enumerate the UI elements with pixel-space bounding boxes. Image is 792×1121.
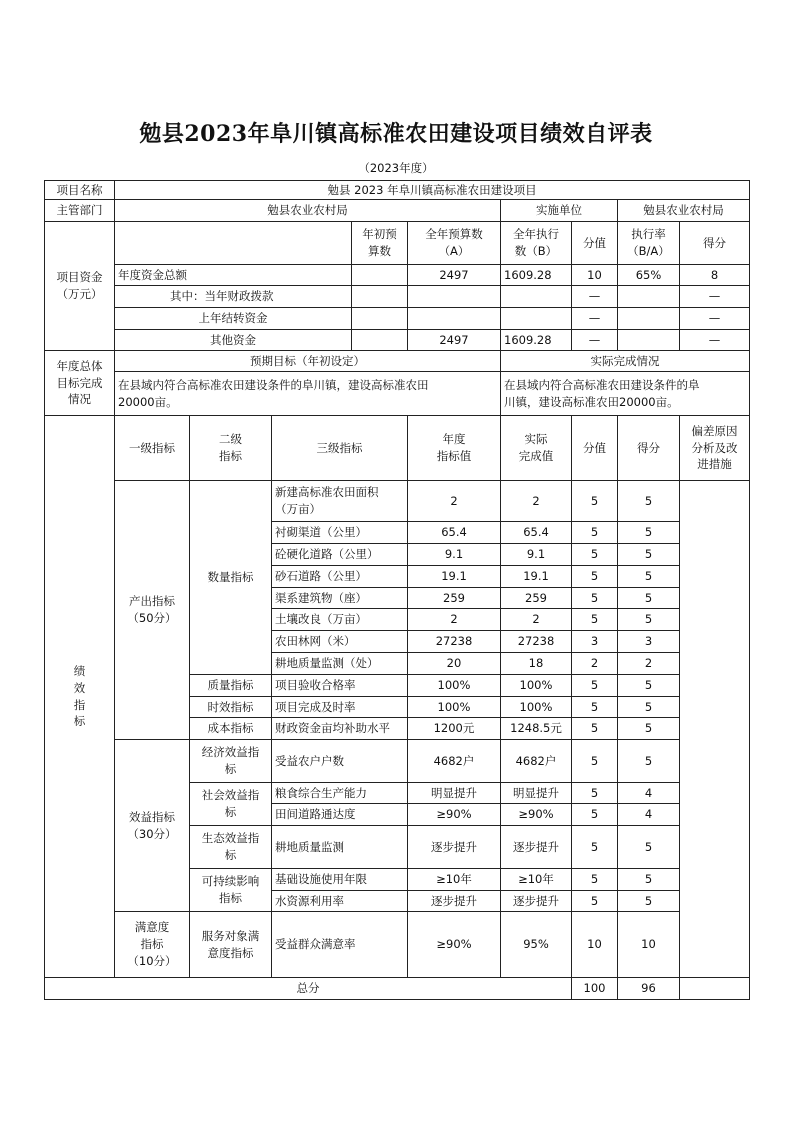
indicator-target: 1200元 bbox=[408, 718, 501, 740]
satisfaction-label-3: （10分） bbox=[127, 953, 177, 968]
output-name: 产出指标 bbox=[129, 594, 175, 609]
indicator-target: 逐步提升 bbox=[408, 826, 501, 869]
perf-header-dev-2: 分析及改 bbox=[691, 440, 738, 455]
goals-expected-line2: 20000亩。 bbox=[118, 394, 178, 409]
funds-header-initial-1: 年初预 bbox=[362, 227, 397, 242]
social-label-1: 社会效益指 bbox=[201, 788, 260, 803]
output-label bbox=[115, 481, 190, 740]
funds-header-rate bbox=[618, 222, 680, 265]
quality-label: 质量指标 bbox=[190, 675, 272, 697]
indicator-name: 田间道路通达度 bbox=[272, 804, 408, 826]
perf-label-char: 指 bbox=[73, 697, 86, 712]
funds-header-exec-1: 全年执行 bbox=[513, 227, 559, 242]
indicator-target: 2 bbox=[408, 609, 501, 631]
perf-header-actual-1: 实际 bbox=[524, 432, 548, 447]
goals-actual-line1: 在县域内符合高标准农田建设条件的阜 bbox=[504, 377, 700, 392]
page-title: 勉县2023年阜川镇高标准农田建设项目绩效自评表 bbox=[139, 121, 653, 147]
indicator-target: 逐步提升 bbox=[408, 891, 501, 912]
indicator-score: 5 bbox=[572, 544, 618, 566]
indicator-name: 耕地质量监测（处） bbox=[272, 653, 408, 675]
perf-header-l2-2: 指标 bbox=[219, 449, 242, 463]
social-label bbox=[190, 783, 272, 826]
indicator-target: 19.1 bbox=[408, 566, 501, 588]
indicator-score: 5 bbox=[572, 891, 618, 912]
indicator-got: 5 bbox=[618, 522, 680, 544]
indicator-target: 明显提升 bbox=[408, 783, 501, 804]
funds-row-exec bbox=[501, 286, 572, 308]
funds-label-line1: 项目资金 bbox=[56, 270, 103, 285]
indicator-got: 5 bbox=[618, 481, 680, 522]
funds-row-name: 其中：当年财政拨款 bbox=[115, 286, 352, 308]
indicator-row bbox=[45, 481, 750, 522]
total-got: 96 bbox=[618, 978, 680, 1000]
total-score: 100 bbox=[572, 978, 618, 1000]
indicator-name: 粮食综合生产能力 bbox=[272, 783, 408, 804]
perf-header-target-2: 指标值 bbox=[436, 449, 472, 463]
satisfaction-sub-label bbox=[190, 912, 272, 978]
funds-row-initial bbox=[352, 265, 408, 286]
indicator-target: ≥90% bbox=[408, 912, 501, 978]
indicator-name bbox=[272, 481, 408, 522]
social-label-2: 标 bbox=[224, 805, 237, 819]
indicator-score: 3 bbox=[572, 631, 618, 653]
indicator-row bbox=[45, 912, 750, 978]
perf-header-l1: 一级指标 bbox=[115, 416, 190, 481]
funds-row-rate: 65% bbox=[618, 265, 680, 286]
indicator-actual: 逐步提升 bbox=[501, 891, 572, 912]
indicator-got: 5 bbox=[618, 566, 680, 588]
total-label: 总分 bbox=[45, 978, 572, 1000]
funds-header-initial-2: 算数 bbox=[368, 244, 391, 258]
indicator-actual: 4682户 bbox=[501, 740, 572, 783]
perf-header-l2-1: 二级 bbox=[219, 432, 242, 447]
indicator-target: ≥10年 bbox=[408, 869, 501, 891]
page-subtitle: （2023年度） bbox=[358, 161, 434, 175]
indicator-score: 5 bbox=[572, 481, 618, 522]
indicator-got: 5 bbox=[618, 826, 680, 869]
goals-expected-line1: 在县域内符合高标准农田建设条件的阜川镇，建设高标准农田 bbox=[118, 377, 429, 392]
indicator-actual: ≥90% bbox=[501, 804, 572, 826]
indicator-name-line2: （万亩） bbox=[275, 502, 321, 516]
perf-header-deviation bbox=[680, 416, 750, 481]
funds-row-got: — bbox=[680, 308, 750, 330]
sustain-label-2: 指标 bbox=[219, 891, 242, 905]
output-weight: （50分） bbox=[127, 611, 177, 625]
funds-row-budget bbox=[408, 286, 501, 308]
funds-row-got: — bbox=[680, 286, 750, 308]
indicator-actual: 逐步提升 bbox=[501, 826, 572, 869]
indicator-target: 259 bbox=[408, 588, 501, 609]
funds-header-budget-1: 全年预算数 bbox=[425, 227, 483, 242]
economic-label-1: 经济效益指 bbox=[201, 745, 260, 760]
funds-row-score: 10 bbox=[572, 265, 618, 286]
eco-label-2: 标 bbox=[224, 848, 237, 862]
indicator-got: 5 bbox=[618, 869, 680, 891]
funds-label-line2: （万元） bbox=[56, 287, 103, 301]
total-blank bbox=[680, 978, 750, 1000]
funds-header-budget bbox=[408, 222, 501, 265]
funds-row-name: 年度资金总额 bbox=[115, 265, 352, 286]
indicator-got: 10 bbox=[618, 912, 680, 978]
indicator-score: 5 bbox=[572, 566, 618, 588]
goals-content-row bbox=[45, 372, 750, 416]
indicator-target: 4682户 bbox=[408, 740, 501, 783]
funds-row-budget: 2497 bbox=[408, 265, 501, 286]
indicator-got: 5 bbox=[618, 609, 680, 631]
funds-row-exec: 1609.28 bbox=[501, 330, 572, 351]
goals-expected-header: 预期目标（年初设定） bbox=[115, 351, 501, 372]
indicator-got: 5 bbox=[618, 891, 680, 912]
perf-header-dev-3: 进措施 bbox=[697, 457, 732, 472]
perf-header-got: 得分 bbox=[618, 416, 680, 481]
indicator-score: 10 bbox=[572, 912, 618, 978]
project-name-label: 项目名称 bbox=[45, 181, 115, 200]
funds-row bbox=[45, 330, 750, 351]
funds-header-blank bbox=[115, 222, 352, 265]
indicator-got: 5 bbox=[618, 588, 680, 609]
indicator-target: 100% bbox=[408, 675, 501, 697]
funds-row-got: — bbox=[680, 330, 750, 351]
evaluation-table bbox=[44, 180, 750, 1000]
goals-expected-text bbox=[115, 372, 501, 416]
indicator-name: 受益农户户数 bbox=[272, 740, 408, 783]
perf-header-l3: 三级指标 bbox=[272, 416, 408, 481]
funds-header-initial bbox=[352, 222, 408, 265]
indicator-got: 4 bbox=[618, 783, 680, 804]
perf-header-target bbox=[408, 416, 501, 481]
funds-row-exec: 1609.28 bbox=[501, 265, 572, 286]
funds-row-name: 上年结转资金 bbox=[115, 308, 352, 330]
indicator-name: 耕地质量监测 bbox=[272, 826, 408, 869]
funds-row-name: 其他资金 bbox=[115, 330, 352, 351]
time-label: 时效指标 bbox=[190, 697, 272, 718]
indicator-name: 受益群众满意率 bbox=[272, 912, 408, 978]
perf-header-dev-1: 偏差原因 bbox=[691, 423, 738, 438]
indicator-score: 5 bbox=[572, 588, 618, 609]
perf-header-target-1: 年度 bbox=[442, 432, 466, 447]
funds-row-score: — bbox=[572, 308, 618, 330]
economic-label-2: 标 bbox=[224, 762, 237, 776]
funds-row-budget: 2497 bbox=[408, 330, 501, 351]
indicator-name: 项目验收合格率 bbox=[272, 675, 408, 697]
economic-label bbox=[190, 740, 272, 783]
indicator-actual: 27238 bbox=[501, 631, 572, 653]
funds-header-budget-2: （A） bbox=[438, 244, 470, 258]
indicator-score: 5 bbox=[572, 718, 618, 740]
dept-label: 主管部门 bbox=[45, 200, 115, 222]
indicator-got: 5 bbox=[618, 718, 680, 740]
indicator-score: 5 bbox=[572, 783, 618, 804]
funds-row-rate bbox=[618, 308, 680, 330]
indicator-target: 27238 bbox=[408, 631, 501, 653]
indicator-name: 农田林网（米） bbox=[272, 631, 408, 653]
dept-value: 勉县农业农村局 bbox=[115, 200, 501, 222]
indicator-actual: 2 bbox=[501, 609, 572, 631]
indicator-score: 5 bbox=[572, 697, 618, 718]
funds-row-rate bbox=[618, 330, 680, 351]
funds-header-exec bbox=[501, 222, 572, 265]
perf-header-l2 bbox=[190, 416, 272, 481]
indicator-actual: 2 bbox=[501, 481, 572, 522]
indicator-target: 20 bbox=[408, 653, 501, 675]
indicator-actual: 18 bbox=[501, 653, 572, 675]
funds-row-initial bbox=[352, 286, 408, 308]
perf-header-actual bbox=[501, 416, 572, 481]
goals-actual-text bbox=[501, 372, 750, 416]
indicator-score: 5 bbox=[572, 609, 618, 631]
goals-header-row bbox=[45, 351, 750, 372]
perf-label-char: 绩 bbox=[73, 664, 86, 679]
indicator-name: 衬砌渠道（公里） bbox=[272, 522, 408, 544]
funds-row-score: — bbox=[572, 286, 618, 308]
benefit-label bbox=[115, 740, 190, 912]
satisfaction-sub-2: 意度指标 bbox=[207, 945, 254, 960]
indicator-got: 2 bbox=[618, 653, 680, 675]
indicator-name: 土壤改良（万亩） bbox=[272, 609, 408, 631]
satisfaction-label bbox=[115, 912, 190, 978]
indicator-row bbox=[45, 740, 750, 783]
indicator-target: 65.4 bbox=[408, 522, 501, 544]
total-row bbox=[45, 978, 750, 1000]
quantity-label: 数量指标 bbox=[190, 481, 272, 675]
indicator-actual: 9.1 bbox=[501, 544, 572, 566]
project-name-value: 勉县 2023 年阜川镇高标准农田建设项目 bbox=[115, 181, 750, 200]
funds-header-score: 分值 bbox=[572, 222, 618, 265]
project-name-row bbox=[45, 181, 750, 200]
funds-label bbox=[45, 222, 115, 351]
indicator-actual: 明显提升 bbox=[501, 783, 572, 804]
cost-label: 成本指标 bbox=[190, 718, 272, 740]
satisfaction-label-2: 指标 bbox=[140, 937, 164, 952]
indicator-score: 5 bbox=[572, 804, 618, 826]
funds-row bbox=[45, 308, 750, 330]
indicator-score: 5 bbox=[572, 869, 618, 891]
funds-row-score: — bbox=[572, 330, 618, 351]
funds-header-rate-1: 执行率 bbox=[631, 227, 666, 242]
funds-row-got: 8 bbox=[680, 265, 750, 286]
indicator-score: 5 bbox=[572, 740, 618, 783]
indicator-actual: 1248.5元 bbox=[501, 718, 572, 740]
funds-header-rate-2: （B/A） bbox=[627, 244, 670, 258]
indicator-actual: 19.1 bbox=[501, 566, 572, 588]
indicator-actual: ≥10年 bbox=[501, 869, 572, 891]
indicator-got: 5 bbox=[618, 697, 680, 718]
indicator-name: 项目完成及时率 bbox=[272, 697, 408, 718]
goals-label-3: 情况 bbox=[68, 392, 91, 407]
indicator-name: 水资源利用率 bbox=[272, 891, 408, 912]
funds-row bbox=[45, 286, 750, 308]
benefit-name: 效益指标 bbox=[129, 809, 175, 824]
deviation-cell bbox=[680, 481, 750, 978]
indicator-got: 5 bbox=[618, 675, 680, 697]
goals-label bbox=[45, 351, 115, 416]
perf-header-score: 分值 bbox=[572, 416, 618, 481]
indicator-target: 2 bbox=[408, 481, 501, 522]
goals-label-1: 年度总体 bbox=[56, 358, 103, 373]
satisfaction-label-1: 满意度 bbox=[134, 920, 170, 935]
indicator-got: 3 bbox=[618, 631, 680, 653]
goals-actual-header: 实际完成情况 bbox=[501, 351, 750, 372]
indicator-actual: 100% bbox=[501, 697, 572, 718]
sustain-label-1: 可持续影响 bbox=[201, 874, 260, 889]
indicator-score: 5 bbox=[572, 522, 618, 544]
impl-value: 勉县农业农村局 bbox=[618, 200, 750, 222]
indicator-actual: 259 bbox=[501, 588, 572, 609]
funds-row-initial bbox=[352, 308, 408, 330]
funds-row-initial bbox=[352, 330, 408, 351]
indicator-score: 2 bbox=[572, 653, 618, 675]
funds-header-got: 得分 bbox=[680, 222, 750, 265]
funds-header-row bbox=[45, 222, 750, 265]
indicator-name: 渠系建筑物（座） bbox=[272, 588, 408, 609]
indicator-name-line1: 新建高标准农田面积 bbox=[275, 485, 379, 500]
indicator-score: 5 bbox=[572, 675, 618, 697]
satisfaction-sub-1: 服务对象满 bbox=[201, 928, 260, 943]
indicator-got: 5 bbox=[618, 544, 680, 566]
indicator-got: 5 bbox=[618, 740, 680, 783]
indicator-name: 基础设施使用年限 bbox=[272, 869, 408, 891]
sustain-label bbox=[190, 869, 272, 912]
indicator-got: 4 bbox=[618, 804, 680, 826]
impl-label: 实施单位 bbox=[501, 200, 618, 222]
indicator-name: 财政资金亩均补助水平 bbox=[272, 718, 408, 740]
goals-actual-line2: 川镇，建设高标准农田20000亩。 bbox=[504, 394, 679, 409]
indicator-target: 100% bbox=[408, 697, 501, 718]
indicator-actual: 95% bbox=[501, 912, 572, 978]
funds-row-rate bbox=[618, 286, 680, 308]
perf-header-actual-2: 完成值 bbox=[518, 449, 554, 463]
indicator-target: ≥90% bbox=[408, 804, 501, 826]
benefit-weight: （30分） bbox=[127, 826, 177, 841]
perf-label bbox=[45, 416, 115, 978]
indicator-name: 砂石道路（公里） bbox=[272, 566, 408, 588]
perf-header-row bbox=[45, 416, 750, 481]
eco-label bbox=[190, 826, 272, 869]
goals-label-2: 目标完成 bbox=[56, 375, 103, 390]
indicator-score: 5 bbox=[572, 826, 618, 869]
eco-label-1: 生态效益指 bbox=[201, 831, 260, 846]
funds-header-exec-2: 数（B） bbox=[514, 244, 558, 258]
funds-row-budget bbox=[408, 308, 501, 330]
department-row bbox=[45, 200, 750, 222]
funds-row bbox=[45, 265, 750, 286]
indicator-actual: 65.4 bbox=[501, 522, 572, 544]
indicator-name: 砼硬化道路（公里） bbox=[272, 544, 408, 566]
perf-label-char: 标 bbox=[73, 714, 86, 729]
indicator-target: 9.1 bbox=[408, 544, 501, 566]
perf-label-char: 效 bbox=[73, 680, 86, 695]
funds-row-exec bbox=[501, 308, 572, 330]
indicator-actual: 100% bbox=[501, 675, 572, 697]
